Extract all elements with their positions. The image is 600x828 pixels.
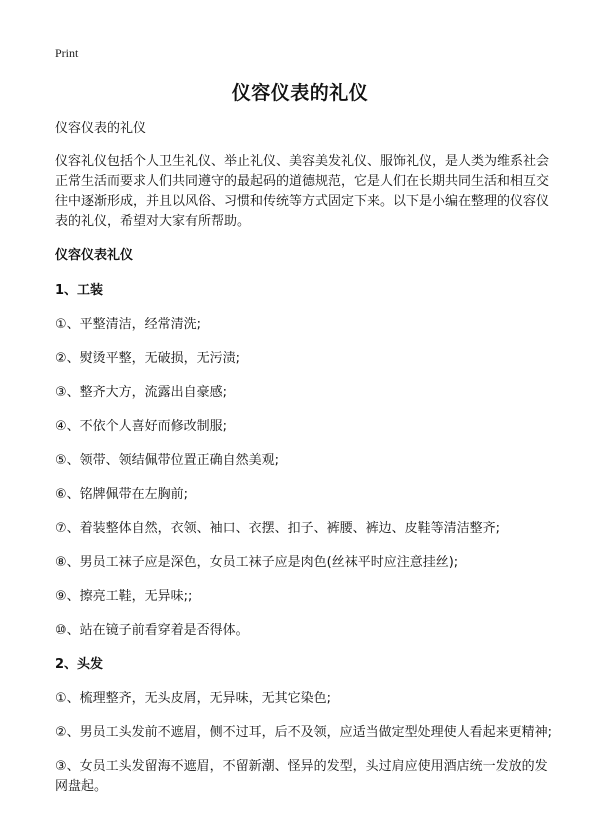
document-body — [55, 119, 555, 811]
print-label: Print — [55, 46, 79, 60]
intro-paragraph: 仪容礼仪包括个人卫生礼仪、举止礼仪、美容美发礼仪、服饰礼仪，是人类为维系社会正常生活而要求人们共同遵守的最起码的道德规范，它是人们在长期共同生活和相互交往中逐渐形成，并且以风俗、习惯和传统等方式固定下来。以下是小编在整理的仪容仪表的礼仪，希望对大家有所帮助。 — [55, 154, 550, 229]
group-heading-uniform: 1、工装 — [55, 283, 104, 298]
list-item: ②、男员工头发前不遮眉，侧不过耳，后不及领，应适当做定型处理使人看起来更精神; — [55, 725, 553, 740]
section-heading: 仪容仪表礼仪 — [55, 248, 134, 263]
group-heading-hair: 2、头发 — [55, 657, 104, 672]
document-title: 仪容仪表的礼仪 — [231, 82, 369, 104]
list-item: ⑨、擦亮工鞋，无异味;; — [55, 589, 193, 604]
list-item: ②、熨烫平整，无破损，无污渍; — [55, 351, 241, 366]
list-item: ③、女员工头发留海不遮眉，不留新潮、怪异的发型，头过肩应使用酒店统一发放的发网盘起。 — [55, 759, 548, 794]
list-item: ⑦、着装整体自然，衣领、袖口、衣摆、扣子、裤腰、裤边、皮鞋等清洁整齐; — [55, 521, 501, 536]
list-item: ①、平整清洁，经常清洗; — [55, 317, 202, 332]
list-item: ⑤、领带、领结佩带位置正确自然美观; — [55, 453, 280, 468]
list-item: ⑥、铭牌佩带在左胸前; — [55, 487, 189, 502]
document-subtitle: 仪容仪表的礼仪 — [55, 121, 147, 136]
list-item: ⑧、男员工袜子应是深色，女员工袜子应是肉色(丝袜平时应注意挂丝); — [55, 555, 459, 570]
list-item: ⑩、站在镜子前看穿着是否得体。 — [55, 623, 249, 638]
list-item: ①、梳理整齐，无头皮屑，无异味，无其它染色; — [55, 691, 332, 706]
list-item: ④、不依个人喜好而修改制服; — [55, 419, 228, 434]
list-item: ③、整齐大方，流露出自豪感; — [55, 385, 228, 400]
